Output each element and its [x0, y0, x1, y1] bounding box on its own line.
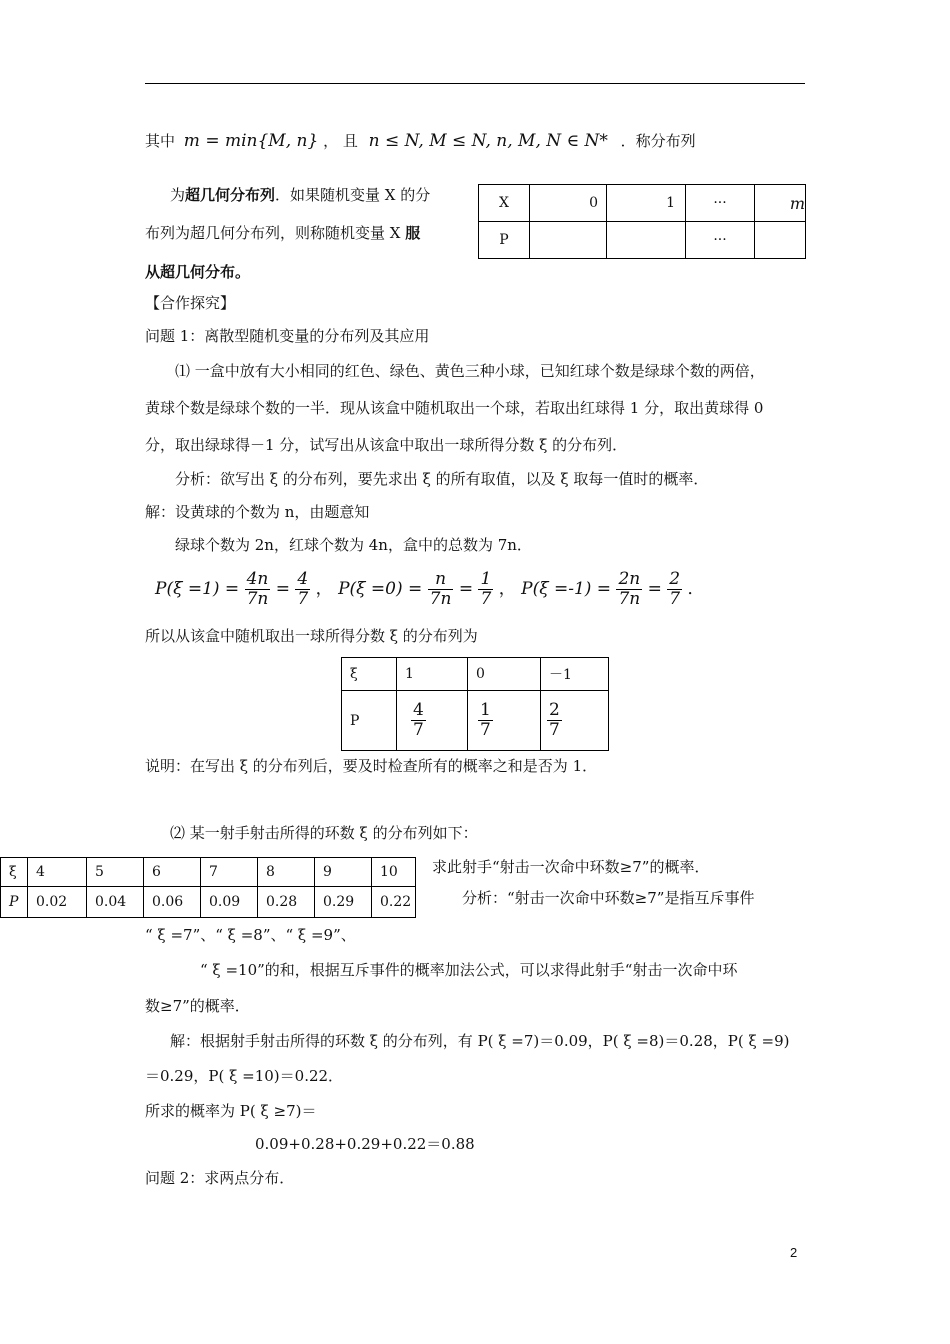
frac-num: 2: [669, 569, 681, 589]
eq1-frac2: [295, 570, 310, 609]
hyper-cell: X: [479, 185, 530, 222]
frac-den: 7: [297, 589, 309, 609]
eq1-left: P(ξ =1) =: [155, 579, 240, 599]
xi-cell: 1: [397, 658, 468, 691]
p2-solution2: ＝0.29，P( ξ =10)＝0.22．: [145, 1067, 344, 1085]
shot-cell: P: [1, 887, 28, 918]
intro-def-m: m = min{M, n}: [183, 131, 319, 151]
p1-equations: P(ξ =1) = $\frac{4n}{7n}$ = $\frac{4}{7}$ ， P(ξ =0) = $\frac{n}{7n}$ = $\frac{1}{7}$ ， P(ξ =-1) = $\frac{2n}{7n}$ = $\frac{2}{7}$ ．: [155, 569, 705, 609]
p1-line2: 黄球个数是绿球个数的一半．现从该盒中随机取出一个球，若取出红球得 1 分，取出黄球得 0: [145, 399, 764, 417]
p2-solution1: 解：根据射手射击所得的环数 ξ 的分布列，有 P( ξ =7)＝0.09，P( ξ =8)＝0.28，P( ξ =9): [170, 1032, 790, 1050]
p1-line3: 分，取出绿球得－1 分，试写出从该盒中取出一球所得分数 ξ 的分布列．: [145, 436, 628, 454]
frac-den: 7: [413, 720, 424, 740]
hyper-cell: 0: [530, 185, 607, 222]
intro-line: [145, 131, 696, 151]
eq3-left: P(ξ =-1) =: [521, 579, 612, 599]
p2-solution3: 所求的概率为 P( ξ ≥7)＝: [145, 1102, 317, 1120]
xi-cell: －1: [541, 658, 609, 691]
hyper-cell: ···: [686, 185, 755, 222]
shot-cell: 6: [144, 858, 201, 887]
hyper-cell: [607, 222, 686, 259]
frac-den: 7: [480, 589, 492, 609]
hyper-text-line1: [170, 185, 430, 205]
hyper-text-line2: [145, 223, 420, 243]
shot-cell: 8: [258, 858, 315, 887]
frac-num: 2: [549, 700, 560, 720]
frac-num: 1: [480, 569, 492, 589]
eq3-frac1: [616, 570, 642, 609]
frac-num: 4: [413, 700, 424, 720]
frac-num: 4: [297, 569, 309, 589]
page-number: 2: [790, 1245, 798, 1260]
frac-num: 4n: [246, 569, 269, 589]
xi-cell: P: [342, 691, 397, 751]
q1-title: 问题 1：离散型随机变量的分布列及其应用: [145, 327, 430, 345]
hyper-table: [478, 184, 806, 259]
hyper-l2-b: 服: [405, 224, 421, 242]
frac-den: 7n: [246, 589, 269, 609]
hyper-cell: m: [755, 185, 806, 222]
header-rule: [145, 83, 805, 84]
hyper-l1-b: 超几何分布列: [185, 186, 276, 204]
intro-suffix: ．称分布列: [620, 132, 696, 150]
intro-sep: ， 且: [323, 132, 358, 150]
shot-cell: 0.29: [315, 887, 372, 918]
shot-cell: 7: [201, 858, 258, 887]
xi-dist-table: [341, 657, 609, 751]
coop-heading: 【合作探究】: [145, 294, 236, 312]
xi-cell: 0: [468, 658, 541, 691]
shot-cell: 0.06: [144, 887, 201, 918]
p1-analysis: 分析：欲写出 ξ 的分布列，要先求出 ξ 的所有取值，以及 ξ 取每一值时的概率．: [175, 470, 709, 488]
shot-dist-table: [0, 857, 416, 918]
frac-den: 7: [549, 720, 560, 740]
shot-cell: 10: [372, 858, 416, 887]
frac-num: 1: [480, 700, 491, 720]
eq3-frac2: [667, 570, 682, 609]
q2-title: 问题 2：求两点分布．: [145, 1169, 295, 1187]
xi-cell: [397, 691, 468, 751]
xi-cell: ξ: [342, 658, 397, 691]
hyper-cell: [530, 222, 607, 259]
shot-cell: 0.09: [201, 887, 258, 918]
p2-ask: 求此射手“射击一次命中环数≥7”的概率．: [432, 858, 710, 876]
xi-cell: [468, 691, 541, 751]
xi-cell: [541, 691, 609, 751]
hyper-cell: ···: [686, 222, 755, 259]
p1-solution2: 绿球个数为 2n，红球个数为 4n，盒中的总数为 7n．: [175, 536, 532, 554]
shot-cell: 0.02: [28, 887, 87, 918]
p2-analysis1: 分析：“射击一次命中环数≥7”是指互斥事件: [462, 889, 755, 907]
eq2-frac2: [478, 570, 493, 609]
shot-cell: 9: [315, 858, 372, 887]
frac-den: 7n: [618, 589, 641, 609]
hyper-l1-a: 为: [170, 186, 186, 204]
frac-num: 2n: [618, 569, 641, 589]
shot-cell: ξ: [1, 858, 28, 887]
shot-cell: 5: [87, 858, 144, 887]
frac-den: 7: [669, 589, 681, 609]
hyper-l2: 布列为超几何分布列，则称随机变量 X: [145, 224, 406, 242]
shot-cell: 4: [28, 858, 87, 887]
frac-num: n: [435, 569, 447, 589]
hyper-cell: 1: [607, 185, 686, 222]
shot-cell: 0.22: [372, 887, 416, 918]
p1-solution1: 解：设黄球的个数为 n，由题意知: [145, 503, 370, 521]
eq2-left: P(ξ =0) =: [338, 579, 423, 599]
hyper-text-line3: 从超几何分布。: [145, 263, 251, 281]
intro-prefix: 其中: [145, 132, 176, 150]
p2-analysis4: 数≥7”的概率．: [145, 997, 250, 1015]
intro-condition: n ≤ N, M ≤ N, n, M, N ∈ N*: [368, 131, 608, 151]
p2-analysis2: “ ξ =7”、“ ξ =8”、“ ξ =9”、: [145, 926, 356, 944]
shot-cell: 0.28: [258, 887, 315, 918]
p1-so: 所以从该盒中随机取出一球所得分数 ξ 的分布列为: [145, 627, 478, 645]
hyper-cell: [755, 222, 806, 259]
eq1-frac1: [245, 570, 271, 609]
frac-den: 7n: [429, 589, 452, 609]
hyper-l1-c: ．如果随机变量 X 的分: [275, 186, 431, 204]
hyper-cell: P: [479, 222, 530, 259]
p2-analysis3: “ ξ =10”的和，根据互斥事件的概率加法公式，可以求得此射手“射击一次命中环: [200, 961, 738, 979]
shot-cell: 0.04: [87, 887, 144, 918]
p2-title: ⑵ 某一射手射击所得的环数 ξ 的分布列如下：: [170, 824, 478, 842]
eq2-frac1: [428, 570, 454, 609]
p1-line1: ⑴ 一盒中放有大小相同的红色、绿色、黄色三种小球，已知红球个数是绿球个数的两倍，: [175, 362, 765, 380]
frac-den: 7: [480, 720, 491, 740]
p2-solution4: 0.09+0.28+0.29+0.22＝0.88: [255, 1135, 475, 1153]
p1-note: 说明：在写出 ξ 的分布列后，要及时检查所有的概率之和是否为 1．: [145, 757, 598, 775]
